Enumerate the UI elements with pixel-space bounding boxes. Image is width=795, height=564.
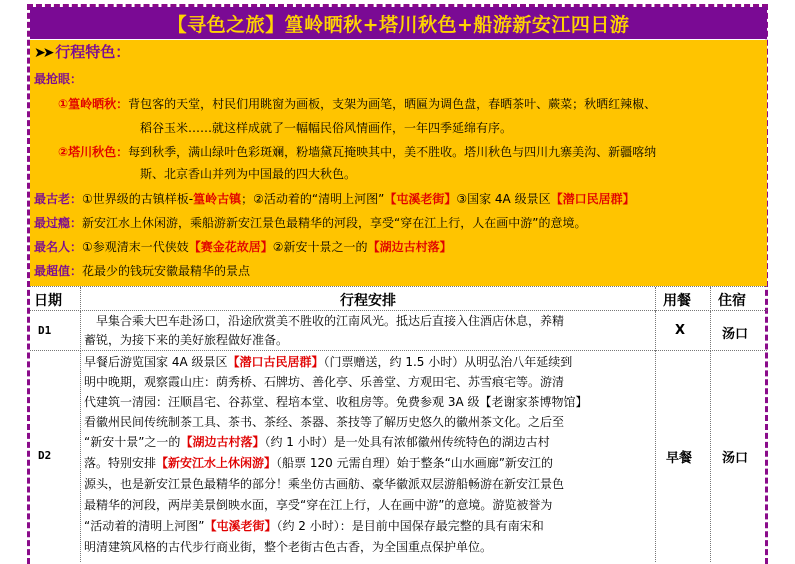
feature-enjoy: 最过瘾：新安江水上休闲游，乘船游新安江景色最精华的河段，享受“穿在江上行，人在画中游”的意境。	[34, 216, 587, 230]
day-label: D2	[38, 449, 52, 462]
feature-oldest: 最古老：①世界级的古镇样板-篁岭古镇；②活动着的“清明上河图”【屯溪老街】③国家 4A 级景区【潜口民居群】	[34, 192, 635, 206]
day-label: D1	[38, 324, 52, 337]
meal-value: 早餐	[666, 451, 693, 466]
header-plan: 行程安排	[340, 293, 396, 309]
features-heading-line	[34, 44, 130, 62]
header-stay: 住宿	[718, 293, 746, 309]
itinerary-title: 【寻色之旅】篁岭晒秋+塔川秋色+船游新安江四日游	[30, 7, 767, 39]
header-meal: 用餐	[663, 293, 691, 309]
feature-value: 最超值：花最少的钱玩安徽最精华的景点	[34, 264, 251, 278]
feature-item-tachuan: ②塔川秋色：每到秋季，满山绿叶色彩斑斓，粉墙黛瓦掩映其中，美不胜收。塔川秋色与四川九寨美沟、新疆喀纳	[58, 145, 657, 159]
document-page	[27, 0, 772, 561]
table-row: D2 早餐后游览国家 4A 级景区【潜口古民居群】（门票赠送，约 1.5 小时）从明弘治八年延续到 明中晚期，观察霞山庄：荫秀桥、石牌坊、善化亭、乐善堂、方观田宅、苏雪痕宅等。游清 代建筑一清园：汪顺昌宅、谷荪堂、程培本堂、收租房等。免费参观 3A 级【老谢家茶博物馆】 看徽州民间传统制茶工具、茶书、茶经、茶器、茶技等了解历史悠久的徽州茶文化。之后至 “新安十景”之一的【湖边古村落】（约 1 小时）是一处具有浓郁徽州传统特色的湖边古村 落。特别安排【新安江水上休闲游】（船票 120 元需自理）始于整条“山水画廊”新安江的 源头，也是新安江景色最精华的部分！乘坐仿古画舫、豪华徽派双层游船畅游在新安江景色 最精华的河段，两岸美景倒映水面，享受“穿在江上行，人在画中游”的意境。游览被誉为 “活动着的清明上河图”【屯溪老街】（约 2 小时）：是目前中国保存最完整的具有南宋和 明清建筑风格的古代步行商业街，整个老街古色古香，为全国重点保护单位。 早餐 汤口	[30, 350, 767, 562]
header-day: 日期	[34, 293, 62, 309]
stay-value: 汤口	[722, 451, 749, 466]
feature-famous: 最名人：①参观清末一代侠妓【赛金花故居】②新安十景之一的【湖边古村落】	[34, 240, 452, 254]
table-header-row	[30, 286, 767, 311]
features-heading: 行程特色：	[55, 43, 131, 61]
features-section: ➤➤ 行程特色： 最抢眼： ①篁岭晒秋：背包客的天堂，村民们用眺窗为画板，支架为画笔，晒匾为调色盘，春晒茶叶、蕨菜；秋晒红辣椒、 稻谷玉米……就这样成就了一幅幅民俗风情画作，一年四季延绵有序。 ②塔川秋色：每到秋季，满山绿叶色彩斑斓，粉墙黛瓦掩映其中，美不胜收。塔川秋色与四川九寨美沟、新疆喀纳 斯、北京香山并列为中国最的四大秋色。 最古老：①世界级的古镇样板-篁岭古镇；②活动着的“清明上河图”【屯溪老街】③国家 4A 级景区【潜口民居群】 最过瘾：新安江水上休闲游，乘船游新安江景色最精华的河段，享受“穿在江上行，人在画中游”的意境。 最名人：①参观清末一代侠妓【赛金花故居】②新安十景之一的【湖边古村落】 最超值：花最少的钱玩安徽最精华的景点	[30, 40, 767, 286]
meal-value: X	[675, 323, 686, 338]
table-row: D1 早集合乘大巴车赴汤口，沿途欣赏美不胜收的江南风光。抵达后直接入住酒店休息，养精 蓄锐，为接下来的美好旅程做好准备。 X 汤口	[30, 310, 767, 351]
stay-value: 汤口	[722, 327, 749, 342]
double-arrow-icon: ➤➤	[34, 45, 52, 61]
best-see-label: 最抢眼：	[34, 72, 83, 86]
feature-item-huangling: ①篁岭晒秋：背包客的天堂，村民们用眺窗为画板，支架为画笔，晒匾为调色盘，春晒茶叶、蕨菜；秋晒红辣椒、	[58, 97, 657, 111]
